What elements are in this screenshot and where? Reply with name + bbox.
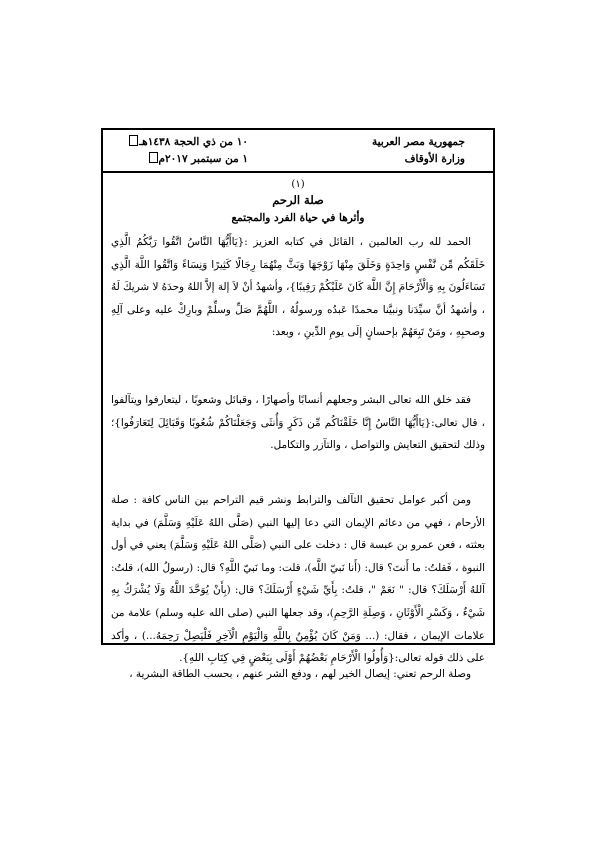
gregorian-date-line (129, 151, 248, 168)
country-name: جمهورية مصر العربية (372, 136, 465, 148)
khutba-number: (١) (291, 179, 305, 190)
hijri-date: ١٠ من ذي الحجة ١٤٣٨هـ (139, 136, 248, 148)
document-body (103, 173, 493, 680)
checkbox-mark-icon (129, 135, 138, 146)
hijri-date-line (129, 134, 248, 151)
khutba-subtitle: وأثرها في حياة الفرد والمجتمع (231, 212, 365, 224)
paragraph-text: وصلة الرحم تعني: إيصال الخير لهم ، ودفع الشر عنهم ، بحسب الطاقة البشرية ، (129, 668, 471, 680)
paragraph-kinship (111, 489, 485, 670)
paragraph-text: فقد خلق الله تعالى البشر وجعلهم أنسابًا وأصهارًا ، وقبائل وشعوبًا ، ليتعارفوا ويتآلفوا ، قال تعالى:{يَاأَيُّهَا النَّاسُ إِنَّا خَلَقْنَاكُم مِّن ذَكَرٍ وَأُنثَى وَجَعَلْنَاكُمْ شُعُوبًا وَقَبَائِلَ لِتَعَارَفُوا}؛ وذلك لتحقيق التعايش والتواصل ، والتآزر والتكامل. (111, 394, 485, 452)
document-frame (101, 128, 495, 680)
paragraph-creation (111, 389, 485, 457)
checkbox-mark-icon (149, 152, 158, 163)
gregorian-date: ١ من سبتمبر ٢٠١٧م (158, 153, 248, 165)
paragraph-definition (111, 663, 485, 686)
paragraph-text: الحمد لله رب العالمين ، القائل في كتابه العزيز :{يَاأَيُّهَا النَّاسُ اتَّقُوا رَبَّكُمُ الَّذِي خَلَقَكُم مِّن نَّفْسٍ وَاحِدَةٍ وَخَلَقَ مِنْهَا زَوْجَهَا وَبَثَّ مِنْهُمَا رِجَالًا كَثِيرًا وَنِسَاءً وَاتَّقُوا اللَّهَ الَّذِي تَسَاءَلُونَ بِهِ وَالْأَرْحَامَ إِنَّ اللَّهَ كَانَ عَلَيْكُمْ رَقِيبًا}، وأشهدُ أنْ لاَ إلهَ إلاَّ اللهُ وحدَهُ لا شريكَ لَهُ ، وأشهدُ أنَّ سيِّدَنا ونبيَّنا محمدًا عَبدُه ورسولُهُ ، اللَّهُمَّ صَلِّ وسلِّمْ وبارِكْ عليه وعلى آلِهِ وصحبِهِ ، ومَنْ تَبِعَهُمْ بإحسانٍ إلَى يومِ الدِّينِ ، وبعد: (111, 236, 485, 339)
ministry-name: وزارة الأوقاف (404, 153, 465, 165)
paragraph-text: ومن أكبر عوامل تحقيق التآلف والترابط ونشر قيم التراحم بين الناس كافة : صلة الأرحام ، فهي من دعائم الإيمان التي دعا إليها النبي (صَلَّى اللهُ عَلَيْهِ وَسَلَّمَ) في بداية بعثته ، فعن عمرو بن عبسة قال : دخلت على النبي (صَلَّى اللهُ عَلَيْهِ وَسَلَّمَ) يعني في أول النبوة ، فَقلتُ: ما أَنتَ؟ قال: (أَنا نَبيّ اللَّه)، قلت: وما نَبيّ اللَّهِ؟ قال: (رسولُ الله)، قلتُ: آللهُ أَرْسَلَكَ؟ قال: " نَعَمْ "، قلتُ: بِأَيِّ شَيْءٍ أَرْسَلَكَ؟ قال: (بِأَنْ يُوَحَّدَ اللَّهُ وَلَا يُشْرَكُ بِهِ شَيْءٌ ، وَكَسْرِ الْأَوْثَانِ ، وَصِلَةِ الرَّحِمِ)، وقد جعلها النبي (صلى الله عليه وسلم) علامة من علامات الإيمان ، فقال: (... وَمَنْ كَانَ يُؤْمِنُ بِاللَّهِ وَالْيَوْمِ الْآخِرِ فَلْيَصِلْ رَحِمَهُ...) ، وأكد على ذلك قوله تعالى:{وَأُولُوا الْأَرْحَامِ بَعْضُهُمْ أَوْلَى بِبَعْضٍ فِي كِتَابِ اللهِ}. (111, 494, 485, 665)
khutba-title: صلة الرحم (272, 193, 324, 207)
date-header (129, 134, 248, 168)
paragraph-opening (111, 231, 485, 344)
ministry-header (372, 134, 465, 168)
document-header (103, 130, 493, 173)
